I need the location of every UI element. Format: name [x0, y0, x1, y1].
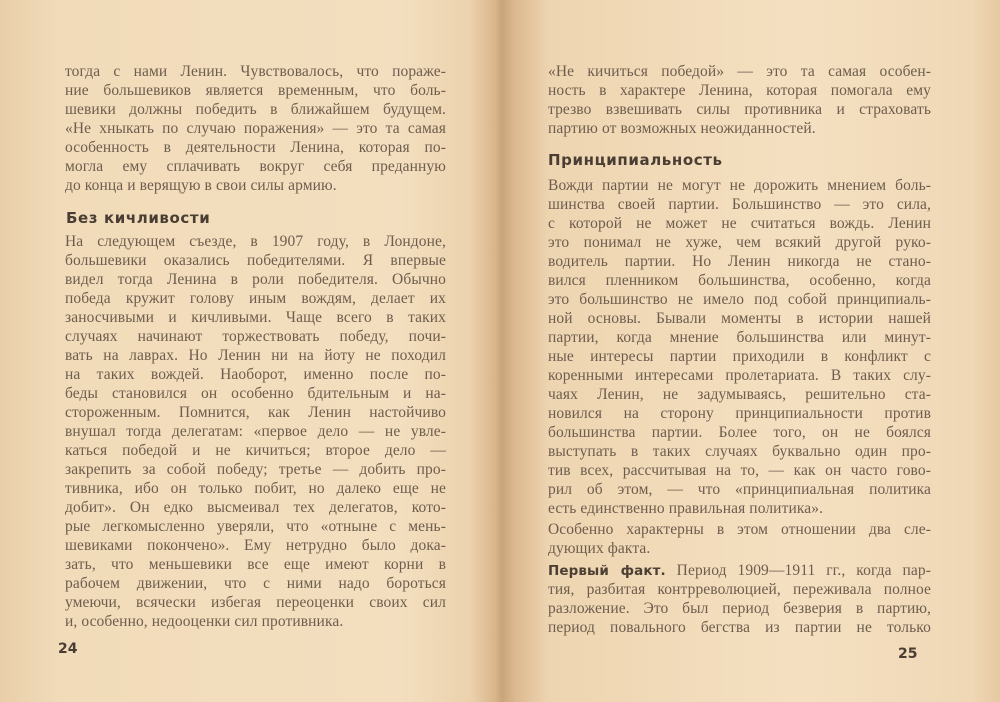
text-line: тивника, ибо он только побит, но далеко еще не [65, 480, 446, 497]
text-line: ной основы. Бывали моменты в истории нашей [548, 310, 931, 327]
text-line: беды становился он особенно бдительным и на- [65, 385, 446, 402]
paragraph-lead-in: Первый факт. [548, 563, 666, 579]
text-line: новился на сторону принципиальности против [548, 405, 931, 422]
text-line: до конца и верящую в свои силы армию. [65, 177, 337, 194]
text-line: рые легкомысленно уверяли, что «отныне с мень- [65, 518, 446, 535]
text-line: шевиками покончено». Ему нетрудно было дока- [65, 537, 446, 554]
right-paragraph-3 [548, 520, 931, 558]
text-line: закрепить за собой победу; третье — добить про- [65, 461, 446, 478]
text-line: водитель партии. Но Ленин никогда не стано- [548, 253, 931, 270]
right-paragraph-4 [548, 561, 931, 637]
text-line-rest: Период 1909—1911 гг., когда пар- [665, 562, 931, 579]
text-line: видел тогда Ленина в роли победителя. Обычно [65, 271, 446, 288]
text-line: победа кружит голову иным вождям, делает их [65, 290, 446, 307]
text-line: на таких вождей. Наоборот, именно после по- [65, 366, 446, 383]
text-line: вать на лаврах. Но Ленин ни на йоту не походил [65, 347, 446, 364]
text-line: Вожди партии не могут не дорожить мнением боль- [548, 177, 931, 194]
text-line: особенность в деятельности Ленина, которая по- [65, 139, 446, 156]
left-paragraph-1 [65, 62, 446, 195]
left-paragraph-2 [65, 232, 446, 631]
section-heading-principialnost: Принципиальность [548, 151, 723, 169]
text-line: рабочем движении, что с ними надо бороться [65, 575, 446, 592]
text-line: зать, что меньшевики все еще имеют корни в [65, 556, 446, 573]
text-line: период повального бегства из партии не только [548, 619, 931, 636]
text-line: тогда с нами Ленин. Чувствовалось, что пораже- [65, 63, 446, 80]
text-line: вился пленником большинства, особенно, когда [548, 272, 931, 289]
text-line: трезво взвешивать силы противника и страховать [548, 101, 931, 118]
text-line: и, особенно, недооценки сил противника. [65, 613, 344, 630]
text-line: партии, когда мнение большинства или минут- [548, 329, 931, 346]
text-line: дующих факта. [548, 540, 651, 557]
text-line [548, 561, 931, 580]
page-number-right: 25 [898, 646, 918, 662]
text-line: случаях начинают торжествовать победу, почи- [65, 328, 446, 345]
text-line: выступать в таких случаях буквально один про- [548, 443, 931, 460]
text-line: это понимал не хуже, чем всякий другой руко- [548, 234, 931, 251]
text-line: коренными интересами пролетариата. В таких слу- [548, 367, 931, 384]
text-line: На следующем съезде, в 1907 году, в Лондоне, [65, 233, 446, 250]
text-line: шинства своей партии. Большинство — это сила, [548, 196, 931, 213]
text-line: «Не кичиться победой» — это та самая особен- [548, 63, 931, 80]
right-page [500, 0, 1000, 702]
text-line: ние большевиков является временным, что боль- [65, 82, 446, 99]
page-number-left: 24 [58, 641, 78, 657]
text-line: рил об этом, — что «принципиальная политика [548, 481, 931, 498]
text-line: чаях Ленин, не задумываясь, решительно ста- [548, 386, 931, 403]
text-line: каться победой и не кичиться; второе дело — [65, 442, 446, 459]
text-line: Особенно характерны в этом отношении два сле- [548, 521, 931, 538]
text-line: с которой не может не считаться вождь. Ленин [548, 215, 931, 232]
text-line: партию от возможных неожиданностей. [548, 120, 816, 137]
text-line: ность в характере Ленина, которая помогала ему [548, 82, 931, 99]
right-paragraph-2 [548, 176, 931, 518]
text-line: могла ему сплачивать вокруг себя преданную [65, 158, 446, 175]
text-line: есть единственно правильная политика». [548, 500, 824, 517]
text-line: умеючи, всячески избегая переоценки своих сил [65, 594, 446, 611]
text-line: стороженным. Помнится, как Ленин настойчиво [65, 404, 446, 421]
text-line: большинства партии. Более того, он не боялся [548, 424, 931, 441]
text-line: шевики должны победить в ближайшем будущем. [65, 101, 446, 118]
text-line: разложение. Это был период безверия в партию, [548, 600, 931, 617]
text-line: ные интересы партии приходили в конфликт с [548, 348, 931, 365]
text-line: добит». Он едко высмеивал тех делегатов, кото- [65, 499, 446, 516]
text-line: «Не хныкать по случаю поражения» — это та самая [65, 120, 446, 137]
text-line: внушал тогда делегатам: «первое дело — не увле- [65, 423, 446, 440]
text-line: большевики оказались победителями. Я впервые [65, 252, 446, 269]
text-line: тия, разбитая контрреволюцией, переживала полное [548, 581, 931, 598]
text-line: это большинство не имело под собой принципиаль- [548, 291, 931, 308]
text-line: тив всех, рассчитывая на то, — как он часто гово- [548, 462, 931, 479]
right-paragraph-1 [548, 62, 931, 138]
text-line: заносчивыми и кичливыми. Чаще всего в таких [65, 309, 446, 326]
section-heading-bez-kichlivosti: Без кичливости [66, 209, 211, 227]
